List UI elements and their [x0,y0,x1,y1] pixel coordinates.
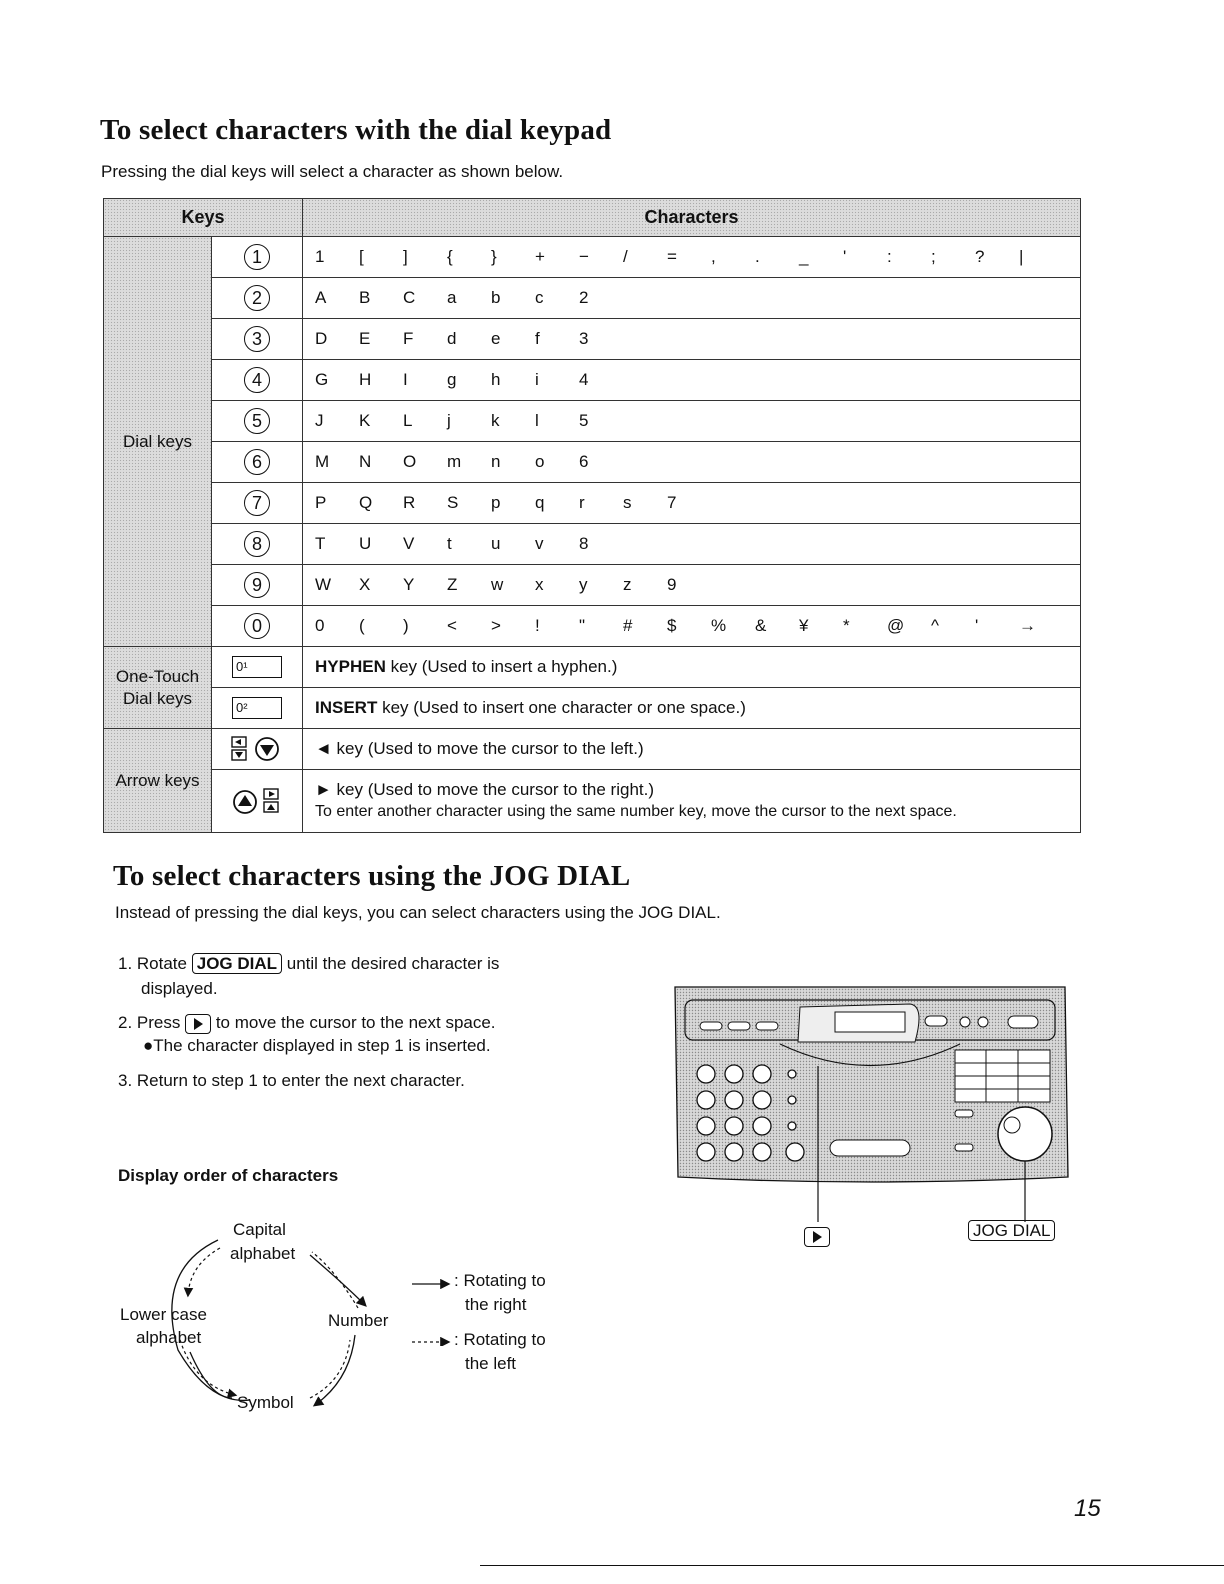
dashed-arc-right [310,1340,350,1398]
page-number: 15 [1074,1495,1101,1522]
table-row [212,319,1080,360]
arrow-note-text: To enter another character using the same number key, move the cursor to the next space. [315,803,957,820]
dial-chars-cell [303,401,1080,441]
char-item: r [579,493,585,512]
char-item: [ [359,247,364,266]
char-item: y [579,575,588,594]
dial-chars-cell [303,278,1080,318]
header-characters: Characters [644,207,739,227]
char-item: 0 [315,616,325,635]
dial-key-cell [212,606,303,646]
dial-key-cell [212,319,303,359]
char-item: A [315,288,327,307]
arrow-keys-rows [212,729,1080,832]
char-item: 7 [667,493,677,512]
onetouch-key-name: INSERT [315,698,378,717]
char-item: J [315,411,324,430]
legend-right-1: : Rotating to [454,1271,546,1290]
table-row [212,237,1080,278]
table-header [103,198,1081,237]
char-item: 2 [579,288,589,307]
char-item: 1 [315,247,325,266]
char-item: 5 [579,411,589,430]
char-item: ] [403,247,408,266]
onetouch-key-cell [212,647,303,687]
char-item: ^ [931,616,939,635]
char-item: ) [403,616,409,635]
onetouch-key-text: key (Used to insert a hyphen.) [385,657,618,676]
char-list [315,247,1063,267]
onetouch-key-name: HYPHEN [315,657,386,676]
char-item: < [447,616,457,635]
char-item: i [535,370,539,389]
dial-keys-rows [212,237,1080,646]
character-table [103,198,1081,833]
char-item: q [535,493,545,512]
char-item: n [491,452,501,471]
legend-right-2: the right [465,1295,527,1314]
dial-key-cell [212,237,303,277]
char-item: { [447,247,453,266]
dial-key-icon: 5 [244,408,270,434]
char-item: + [535,247,545,266]
char-item: x [535,575,544,594]
char-list [315,616,1063,636]
char-item: # [623,616,633,635]
cycle-symbol: Symbol [237,1393,294,1412]
display-order-title: Display order of characters [118,1166,339,1185]
dial-key-cell [212,524,303,564]
char-item: D [315,329,328,348]
char-item: b [491,288,501,307]
table-row [212,401,1080,442]
char-list [315,370,623,390]
cycle-number: Number [328,1311,389,1330]
step2-bullet: ●The character displayed in step 1 is inserted. [143,1036,491,1055]
char-item: g [447,370,457,389]
char-item: L [403,411,413,430]
char-item: @ [887,616,905,635]
table-row [212,483,1080,524]
char-item: 6 [579,452,589,471]
dial-key-icon: 6 [244,449,270,475]
right-arrow-key-icons [212,770,303,832]
right-arrow-key-icon [230,786,284,816]
char-item: : [887,247,892,266]
char-item: Z [447,575,458,594]
cycle-alphabet2: alphabet [136,1328,202,1347]
char-item: / [623,247,628,266]
char-list [315,534,623,554]
char-item: ' [843,247,847,266]
dial-key-icon: 4 [244,367,270,393]
dial-key-cell [212,360,303,400]
char-item: ; [931,247,936,266]
dial-key-cell [212,442,303,482]
dial-chars-cell [303,606,1080,646]
char-item: ' [975,616,979,635]
bottom-rule [480,1565,1224,1566]
char-list [315,288,623,308]
dial-chars-cell [303,319,1080,359]
char-item: c [535,288,544,307]
table-row [212,688,1080,728]
dial-key-cell [212,278,303,318]
char-item: o [535,452,545,471]
arrow-keys-group [103,729,1081,833]
dial-key-icon: 3 [244,326,270,352]
char-item: 8 [579,534,589,553]
arrow-keys-label: Arrow keys [104,729,212,832]
device-jog-text: JOG DIAL [968,1220,1055,1241]
dial-key-icon: 2 [244,285,270,311]
char-item: m [447,452,462,471]
play-key-icon [185,1014,211,1034]
char-item: ( [359,616,365,635]
char-item: F [403,329,414,348]
char-item: > [491,616,501,635]
onetouch-group [103,647,1081,729]
char-item: H [359,370,372,389]
jog-dial-key: JOG DIAL [192,953,282,974]
char-item: P [315,493,327,512]
dial-key-icon: 8 [244,531,270,557]
char-item: $ [667,616,677,635]
char-item: l [535,411,539,430]
onetouch-key-cell [212,688,303,728]
table-row [212,524,1080,565]
char-item: M [315,452,330,471]
dial-key-cell [212,483,303,523]
dial-chars-cell [303,237,1080,277]
char-item: k [491,411,500,430]
char-item: d [447,329,457,348]
dial-key-cell [212,401,303,441]
char-item: . [755,247,760,266]
section2-title: To select characters using the JOG DIAL [113,860,631,892]
char-item: U [359,534,372,553]
char-item: R [403,493,416,512]
step-3: 3. Return to step 1 to enter the next character. [118,1071,465,1090]
table-row [212,278,1080,319]
onetouch-key-icon: 0² [232,697,282,719]
fax-device-illustration [670,982,1075,1242]
left-arrow-key-icons [212,729,303,769]
char-list [315,452,623,472]
cycle-lower: Lower case [120,1305,207,1324]
char-item: h [491,370,501,389]
dial-chars-cell [303,442,1080,482]
char-item: _ [799,247,809,266]
device-play-key [804,1227,830,1247]
char-item: v [535,534,544,553]
dial-key-cell [212,565,303,605]
char-item: e [491,329,501,348]
char-item: z [623,575,632,594]
char-item: G [315,370,329,389]
onetouch-label: One-Touch Dial keys [104,647,212,728]
char-list [315,329,623,349]
legend-arrows [410,1276,460,1346]
table-row [212,729,1080,770]
dial-key-icon: 7 [244,490,270,516]
char-item: T [315,534,326,553]
legend-left-2: the left [465,1354,517,1373]
char-item: u [491,534,501,553]
char-item: = [667,247,677,266]
arrow-right-desc [303,770,1080,832]
char-item: % [711,616,727,635]
onetouch-desc [303,647,1080,687]
char-item: ? [975,247,985,266]
cycle-capital: Capital [233,1220,286,1239]
header-keys: Keys [104,199,303,236]
onetouch-key-icon: 0¹ [232,656,282,678]
step2-post: to move the cursor to the next space. [215,1013,496,1032]
char-item: * [843,616,850,635]
table-row [212,770,1080,832]
section1-title: To select characters with the dial keypad [100,114,612,146]
char-item: Q [359,493,373,512]
step-2 [118,1011,496,1035]
jog-dial-icon [998,1107,1052,1161]
step1-cont: displayed. [141,979,218,998]
char-item: t [447,534,452,553]
step2-pre: 2. Press [118,1013,181,1032]
step-1 [118,952,499,976]
char-list [315,411,623,431]
char-item: S [447,493,459,512]
section2-subtitle: Instead of pressing the dial keys, you can select characters using the JOG DIAL. [115,903,721,922]
char-item: f [535,329,540,348]
arrow-right-text: ► key (Used to move the cursor to the right.) [315,780,655,799]
cycle-alphabet1: alphabet [230,1244,296,1263]
dial-chars-cell [303,360,1080,400]
char-item: V [403,534,415,553]
dial-keys-group [103,237,1081,647]
char-item: & [755,616,767,635]
char-item: E [359,329,371,348]
arrow-left-desc: ◄ key (Used to move the cursor to the left.) [315,739,644,758]
char-item: → [1019,616,1036,635]
section1-subtitle: Pressing the dial keys will select a character as shown below. [101,162,564,181]
char-item: p [491,493,501,512]
char-item: s [623,493,632,512]
char-item: B [359,288,371,307]
char-item: 3 [579,329,589,348]
char-item: w [491,575,504,594]
char-item: X [359,575,371,594]
char-item: K [359,411,371,430]
char-item: 9 [667,575,677,594]
device-jog-label [968,1221,1055,1241]
step1-pre: 1. Rotate [118,954,187,973]
char-item: a [447,288,457,307]
dial-chars-cell [303,565,1080,605]
dashed-arc-top [312,1252,358,1308]
char-item: " [579,616,586,635]
solid-arc-top [310,1255,365,1305]
device-play-icon [804,1227,830,1247]
onetouch-rows [212,647,1080,728]
table-row [212,647,1080,688]
char-item: | [1019,247,1024,266]
char-item: , [711,247,716,266]
dial-keys-label: Dial keys [104,237,212,646]
char-item: 4 [579,370,589,389]
table-row [212,360,1080,401]
char-item: ! [535,616,540,635]
char-item: − [579,247,589,266]
char-item: W [315,575,332,594]
onetouch-desc [303,688,1080,728]
legend-left-1: : Rotating to [454,1330,546,1349]
left-arrow-key-icon [230,735,284,763]
char-item: N [359,452,372,471]
onetouch-key-text: key (Used to insert one character or one space.) [377,698,746,717]
table-row [212,606,1080,646]
table-row [212,442,1080,483]
step1-post: until the desired character is [286,954,500,973]
char-item: Y [403,575,415,594]
char-list [315,575,711,595]
dial-chars-cell [303,483,1080,523]
char-list [315,493,711,513]
char-item: I [403,370,408,389]
dial-key-icon: 9 [244,572,270,598]
dial-chars-cell [303,524,1080,564]
dashed-arc-left [188,1248,220,1295]
char-item: } [491,247,497,266]
char-item: j [447,411,451,430]
dial-key-icon: 1 [244,244,270,270]
table-row [212,565,1080,606]
char-item: C [403,288,416,307]
dial-key-icon: 0 [244,613,270,639]
char-item: O [403,452,417,471]
char-item: ¥ [799,616,809,635]
